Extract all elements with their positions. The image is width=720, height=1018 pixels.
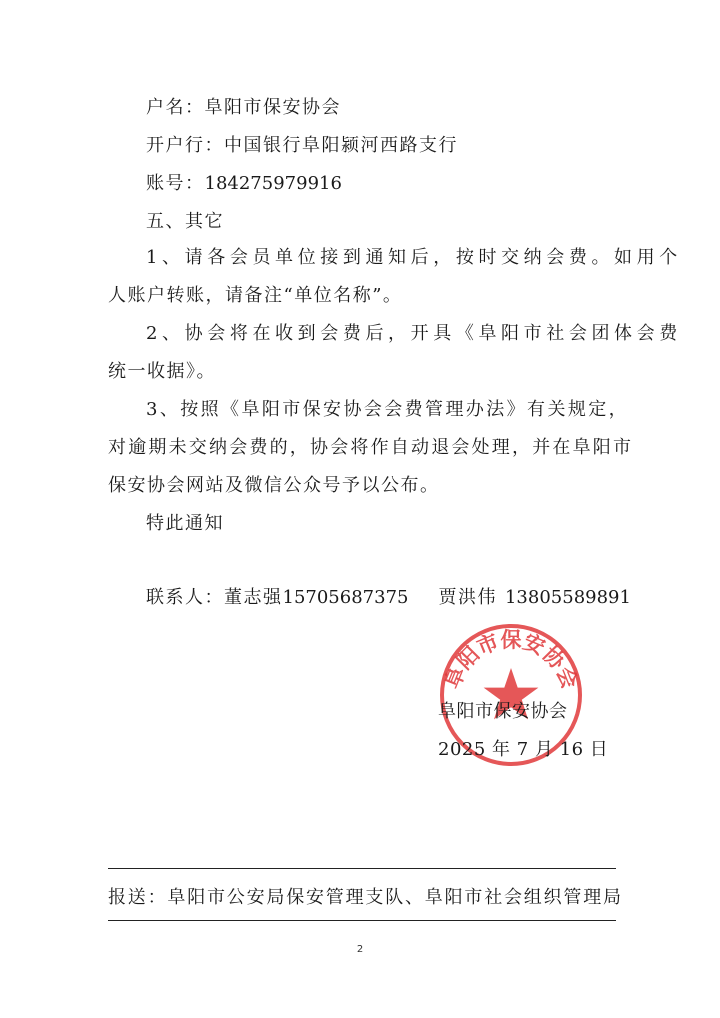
page-number: 2	[356, 944, 364, 955]
contact-person1-phone: 15705687375	[282, 587, 409, 608]
item2-line2: 统一收据》。	[108, 361, 216, 382]
cc-text: 报送：阜阳市公安局保安管理支队、阜阳市社会组织管理局	[108, 887, 623, 908]
item1-line2: 人账户转账，请备注“单位名称”。	[108, 285, 403, 306]
item3-line3: 保安协会网站及微信公众号予以公布。	[108, 475, 440, 496]
contact-label: 联系人：	[146, 587, 224, 608]
account-number-value: 184275979916	[204, 173, 342, 194]
bank-value: 中国银行阜阳颍河西路支行	[224, 135, 458, 156]
item3-line2: 对逾期未交纳会费的，协会将作自动退会处理，并在阜阳市	[108, 437, 634, 458]
signature-org: 阜阳市保安协会	[438, 701, 568, 722]
account-number-line	[146, 172, 342, 196]
closing-text: 特此通知	[146, 513, 224, 534]
item1-line1: 1、请各会员单位接到通知后，按时交纳会费。如用个	[146, 247, 682, 268]
account-name-line	[146, 96, 341, 120]
account-number-label: 账号：	[146, 173, 205, 194]
item3-line1: 3、按照《阜阳市保安协会会费管理办法》有关规定，	[146, 399, 630, 420]
contact-person2-name: 贾洪伟	[438, 587, 497, 608]
contact-person2-phone: 13805589891	[504, 587, 631, 608]
cc-top-rule	[108, 868, 616, 869]
bank-line	[146, 134, 458, 158]
account-name-value: 阜阳市保安协会	[204, 97, 341, 118]
signature-date: 2025 年 7 月 16 日	[438, 739, 609, 760]
seal-text: 阜阳市保安协会	[440, 628, 582, 692]
contact-person1-name: 董志强	[224, 587, 283, 608]
item2-line1: 2、协会将在收到会费后，开具《阜阳市社会团体会费	[146, 323, 682, 344]
section-heading: 五、其它	[146, 211, 224, 232]
contact-line	[146, 586, 631, 610]
account-name-label: 户名：	[146, 97, 205, 118]
cc-bottom-rule	[108, 920, 616, 921]
bank-label: 开户行：	[146, 135, 224, 156]
